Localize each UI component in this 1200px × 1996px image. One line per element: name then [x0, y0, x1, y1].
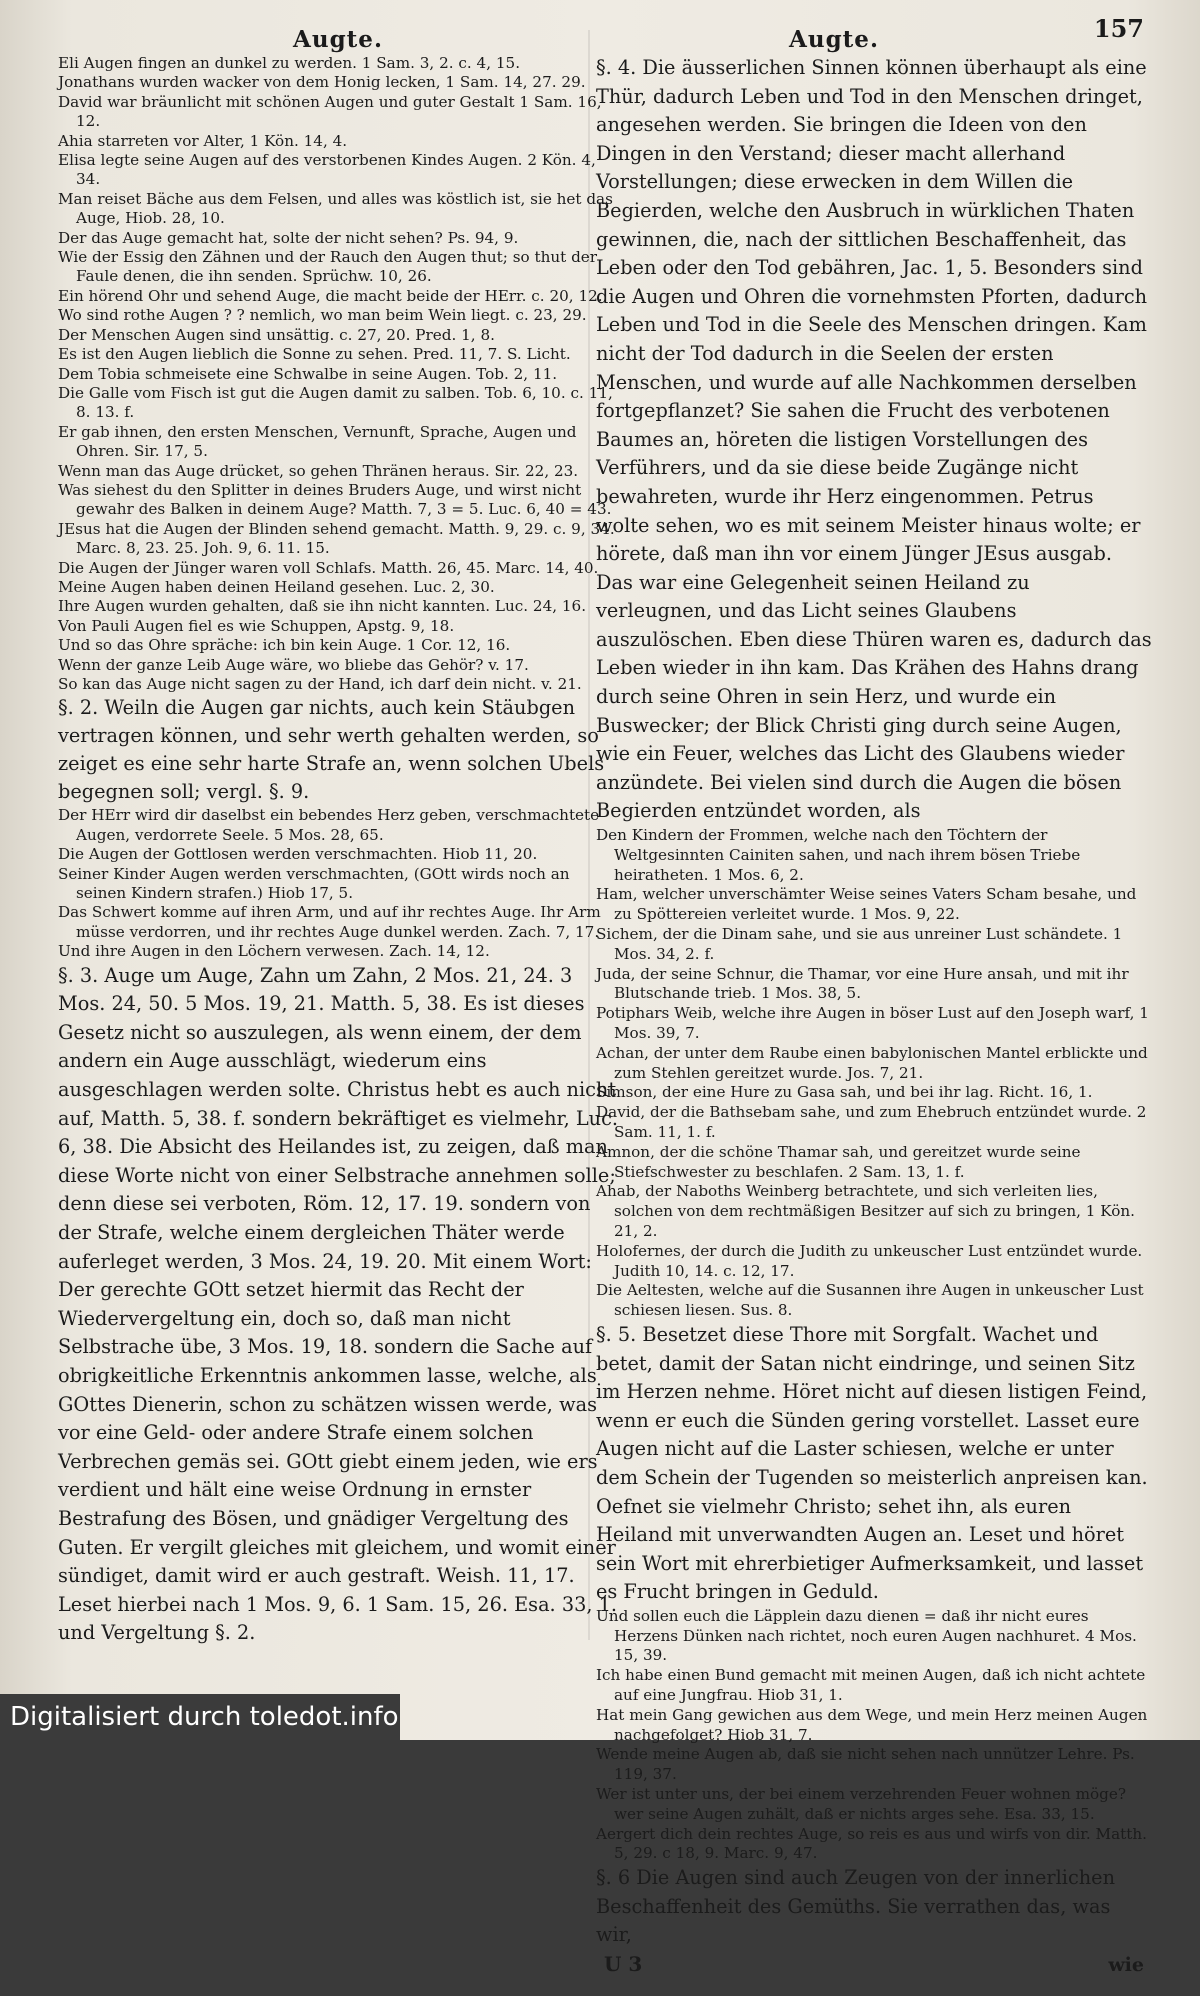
digitization-watermark: Digitalisiert durch toledot.info [0, 1694, 400, 1740]
citation: Ein hörend Ohr und sehend Auge, die macht beide der HErr. c. 20, 12. [58, 286, 603, 305]
citation: Seiner Kinder Augen werden verschmachten, (GOtt wirds noch an seinen Kindern strafen.) Hiob 17, 5. [58, 864, 570, 903]
citation: Hat mein Gang gewichen aus dem Wege, und mein Herz meinen Augen nachgefolget? Hiob 31, 7. [596, 1705, 1148, 1744]
citation: Holofernes, der durch die Judith zu unkeuscher Lust entzündet wurde. Judith 10, 14. c. 12, 17. [596, 1241, 1143, 1280]
page-number: 157 [1093, 14, 1144, 43]
citation: Er gab ihnen, den ersten Menschen, Vernunft, Sprache, Augen und Ohren. Sir. 17, 5. [58, 422, 577, 461]
citation: Der Menschen Augen sind unsättig. c. 27, 20. Pred. 1, 8. [58, 325, 495, 344]
citation: Wo sind rothe Augen ? ? nemlich, wo man beim Wein liegt. c. 23, 29. [58, 306, 587, 325]
right-citations-2 [596, 1607, 1152, 1864]
paragraph-5: §. 5. Besetzet diese Thore mit Sorgfalt. Wachet und betet, damit der Satan nicht eindringe, und seinen Sitz im Herzen nehme. Höret nicht auf diesen listigen Feind, wenn er euch die Sünden gering vorstellet. Lasset eure Augen nicht auf die Laster schiesen, welche er unter dem Schein der Tugenden so meisterlich anpreisen kan. Oefnet sie vielmehr Christo; sehet ihn, als euren Heiland mit unverwandten Augen an. Leset und höret sein Wort mit ehrerbietiger Aufmerksamkeit, und lasset es Frucht bringen in Geduld. [596, 1322, 1148, 1604]
right-running-head [596, 14, 1152, 54]
right-citations-1 [596, 826, 1152, 1321]
citation: Ahab, der Naboths Weinberg betrachtete, und sich verleiten lies, solchen von dem rechtmäßigen Besitzer auf sich zu bringen, 1 Kön. 21, 2. [596, 1182, 1135, 1240]
left-citations-1 [58, 54, 618, 694]
citation: Elisa legte seine Augen auf des verstorbenen Kindes Augen. 2 Kön. 4, 34. [58, 151, 596, 189]
citation: Ihre Augen wurden gehalten, daß sie ihn nicht kannten. Luc. 24, 16. [58, 597, 587, 616]
citation: Ham, welcher unverschämter Weise seines Vaters Scham besahe, und zu Spöttereien verleitet wurde. 1 Mos. 9, 22. [596, 885, 1137, 924]
section-6 [596, 1864, 1152, 1950]
left-citations-2 [58, 806, 618, 961]
citation: Potiphars Weib, welche ihre Augen in böser Lust auf den Joseph warf, 1 Mos. 39, 7. [596, 1004, 1149, 1042]
citation: Und ihre Augen in den Löchern verwesen. Zach. 14, 12. [58, 942, 490, 961]
citation: Die Augen der Gottlosen werden verschmachten. Hiob 11, 20. [58, 845, 538, 864]
citation: Den Kindern der Frommen, welche nach den Töchtern der Weltgesinnten Cainiten sahen, und nach ihrem bösen Triebe heiratheten. 1 Mos. 6, 2. [596, 826, 1081, 884]
section-4 [596, 54, 1152, 826]
left-running-head [58, 14, 618, 54]
right-column [596, 14, 1152, 1996]
citation: Juda, der seine Schnur, die Thamar, vor eine Hure ansah, und mit ihr Blutschande trieb. 1 Mos. 38, 5. [596, 964, 1129, 1003]
citation: Die Aeltesten, welche auf die Susannen ihre Augen in unkeuscher Lust schiesen liesen. Sus. 8. [596, 1281, 1144, 1320]
citation: Ahia starreten vor Alter, 1 Kön. 14, 4. [58, 131, 348, 150]
left-column [58, 14, 618, 1648]
citation: Dem Tobia schmeisete eine Schwalbe in seine Augen. Tob. 2, 11. [58, 364, 558, 383]
citation: Wende meine Augen ab, daß sie nicht sehen nach unnützer Lehre. Ps. 119, 37. [596, 1745, 1135, 1784]
citation: Von Pauli Augen fiel es wie Schuppen, Apstg. 9, 18. [58, 616, 455, 635]
citation: David war bräunlicht mit schönen Augen und guter Gestalt 1 Sam. 16, 12. [58, 92, 602, 131]
running-title-right: Augte. [789, 26, 879, 53]
citation: Der HErr wird dir daselbst ein bebendes Herz geben, verschmachtete Augen, verdorrete Seele. 5 Mos. 28, 65. [58, 806, 600, 844]
catchword: wie [1108, 1954, 1144, 1977]
citation: Was siehest du den Splitter in deines Bruders Auge, und wirst nicht gewahr des Balken in deinem Auge? Matth. 7, 3 = 5. Luc. 6, 40 = 43. [58, 480, 612, 519]
citation: So kan das Auge nicht sagen zu der Hand, ich darf dein nicht. v. 21. [58, 675, 582, 693]
citation: Ich habe einen Bund gemacht mit meinen Augen, daß ich nicht achtete auf eine Jungfrau. Hiob 31, 1. [596, 1666, 1146, 1705]
citation: Man reiset Bäche aus dem Felsen, und alles was köstlich ist, sie het das Auge, Hiob. 28, 10. [58, 189, 613, 228]
citation: Und sollen euch die Läpplein dazu dienen = daß ihr nicht eures Herzens Dünken nach richtet, noch euren Augen nachhuret. 4 Mos. 15, 39. [596, 1606, 1137, 1665]
citation: Die Galle vom Fisch ist gut die Augen damit zu salben. Tob. 6, 10. c. 11, 8. 13. f. [58, 383, 613, 422]
citation: Der das Auge gemacht hat, solte der nicht sehen? Ps. 94, 9. [58, 228, 519, 247]
citation: Sichem, der die Dinam sahe, und sie aus unreiner Lust schändete. 1 Mos. 34, 2. f. [596, 925, 1123, 963]
citation: Wer ist unter uns, der bei einem verzehrenden Feuer wohnen möge? wer seine Augen zuhält, daß er nichts arges sehe. Esa. 33, 15. [596, 1785, 1127, 1823]
section-5 [596, 1321, 1152, 1607]
citation: Und so das Ohre spräche: ich bin kein Auge. 1 Cor. 12, 16. [58, 636, 511, 655]
page-footer [596, 1952, 1152, 1996]
paragraph-2: §. 2. Weiln die Augen gar nichts, auch kein Stäubgen vertragen können, und sehr werth gehalten werden, so zeiget es eine sehr harte Strafe an, wenn solchen Ubels begegnen soll; vergl. §. 9. [58, 696, 605, 804]
paragraph-3: §. 3. Auge um Auge, Zahn um Zahn, 2 Mos. 21, 24. 3 Mos. 24, 50. 5 Mos. 19, 21. Matth. 5, 38. Es ist dieses Gesetz nicht so auszulegen, als wenn einem, der dem andern ein Auge ausschlägt, wiederum eins ausgeschlagen werden solte. Christus hebt es auch nicht auf, Matth. 5, 38. f. sondern bekräftiget es vielmehr, Luc. 6, 38. Die Absicht des Heilandes ist, zu zeigen, daß man diese Worte nicht von einer Selbstrache annehmen solle; denn diese sei verboten, Röm. 12, 17. 19. sondern von der Strafe, welche einem dergleichen Thäter werde auferleget werden, 3 Mos. 24, 19. 20. Mit einem Wort: Der gerechte GOtt setzet hiermit das Recht der Wiedervergeltung ein, doch so, daß man nicht Selbstrache übe, 3 Mos. 19, 18. sondern die Sache auf obrigkeitliche Erkenntnis ankommen lasse, welche, als GOttes Dienerin, schon zu schätzen wissen werde, was vor eine Geld- oder andere Strafe einem solchen Verbrechen gemäs sei. GOtt giebt einem jeden, wie ers verdient und hält eine weise Ordnung in ernster Bestrafung des Bösen, und gnädiger Vergeltung des Guten. Er vergilt gleiches mit gleichem, und womit einer sündiget, damit wird er auch gestraft. Weish. 11, 17. Leset hierbei nach 1 Mos. 9, 6. 1 Sam. 15, 26. Esa. 33, 1. und Vergeltung §. 2. [58, 963, 619, 1645]
citation: Wie der Essig den Zähnen und der Rauch den Augen thut; so thut der Faule denen, die ihn senden. Sprüchw. 10, 26. [58, 248, 598, 286]
section-3 [58, 962, 618, 1648]
citation: Wenn der ganze Leib Auge wäre, wo bliebe das Gehör? v. 17. [58, 655, 529, 674]
citation: Simson, der eine Hure zu Gasa sah, und bei ihr lag. Richt. 16, 1. [596, 1083, 1093, 1102]
citation: Aergert dich dein rechtes Auge, so reis es aus und wirfs von dir. Matth. 5, 29. c 18, 9. Marc. 9, 47. [596, 1824, 1147, 1863]
section-2 [58, 694, 618, 806]
citation: Das Schwert komme auf ihren Arm, und auf ihr rechtes Auge. Ihr Arm müsse verdorren, und ihr rechtes Auge dunkel werden. Zach. 7, 17. [58, 903, 601, 941]
citation: JEsus hat die Augen der Blinden sehend gemacht. Matth. 9, 29. c. 9, 34. Marc. 8, 23. 25. Joh. 9, 6. 11. 15. [58, 519, 615, 558]
citation: Achan, der unter dem Raube einen babylonischen Mantel erblickte und zum Stehlen gereitzet wurde. Jos. 7, 21. [596, 1043, 1148, 1082]
paragraph-4: §. 4. Die äusserlichen Sinnen können überhaupt als eine Thür, dadurch Leben und Tod in den Menschen dringet, angesehen werden. Sie bringen die Ideen von den Dingen in den Verstand; dieser macht allerhand Vorstellungen; diese erwecken in dem Willen die Begierden, welche den Ausbruch in würklichen Thaten gewinnen, die, nach der sittlichen Beschaffenheit, das Leben oder den Tod gebähren, Jac. 1, 5. Besonders sind die Augen und Ohren die vornehmsten Pforten, dadurch Leben und Tod in die Seele des Menschen dringen. Kam nicht der Tod dadurch in die Seelen der ersten Menschen, und wurde auf alle Nachkommen derselben fortgepflanzet? Sie sahen die Frucht des verbotenen Baumes an, höreten die listigen Vorstellungen des Verführers, und da sie diese beide Zugänge nicht bewahreten, wurde ihr Herz eingenommen. Petrus wolte sehen, wo es mit seinem Meister hinaus wolte; er hörete, daß man ihn vor einem Jünger JEsus ausgab. Das war eine Gelegenheit seinen Heiland zu verleugnen, und das Licht seines Glaubens auszulöschen. Eben diese Thüren waren es, dadurch das Leben wieder in ihn kam. Das Krähen des Hahns drang durch seine Ohren in sein Herz, und wurde ein Buswecker; der Blick Christi ging durch seine Augen, wie ein Feuer, welches das Licht des Glaubens wieder anzündete. Bei vielen sind durch die Augen die bösen Begierden entzündet worden, als [596, 56, 1152, 823]
citation: David, der die Bathsebam sahe, und zum Ehebruch entzündet wurde. 2 Sam. 11, 1. f. [596, 1103, 1147, 1141]
signature-mark: U 3 [604, 1952, 643, 1977]
citation: Meine Augen haben deinen Heiland gesehen. Luc. 2, 30. [58, 577, 495, 596]
citation: Es ist den Augen lieblich die Sonne zu sehen. Pred. 11, 7. S. Licht. [58, 345, 571, 364]
citation: Eli Augen fingen an dunkel zu werden. 1 Sam. 3, 2. c. 4, 15. [58, 54, 521, 72]
citation: Die Augen der Jünger waren voll Schlafs. Matth. 26, 45. Marc. 14, 40. [58, 558, 599, 577]
running-title-left: Augte. [293, 26, 383, 53]
citation: Wenn man das Auge drücket, so gehen Thränen heraus. Sir. 22, 23. [58, 461, 579, 480]
paragraph-6: §. 6 Die Augen sind auch Zeugen von der innerlichen Beschaffenheit des Gemüths. Sie verrathen das, was wir, [596, 1866, 1115, 1947]
citation: Amnon, der die schöne Thamar sah, und gereitzet wurde seine Stiefschwester zu beschlafen. 2 Sam. 13, 1. f. [596, 1142, 1081, 1181]
citation: Jonathans wurden wacker von dem Honig lecken, 1 Sam. 14, 27. 29. [58, 73, 586, 92]
